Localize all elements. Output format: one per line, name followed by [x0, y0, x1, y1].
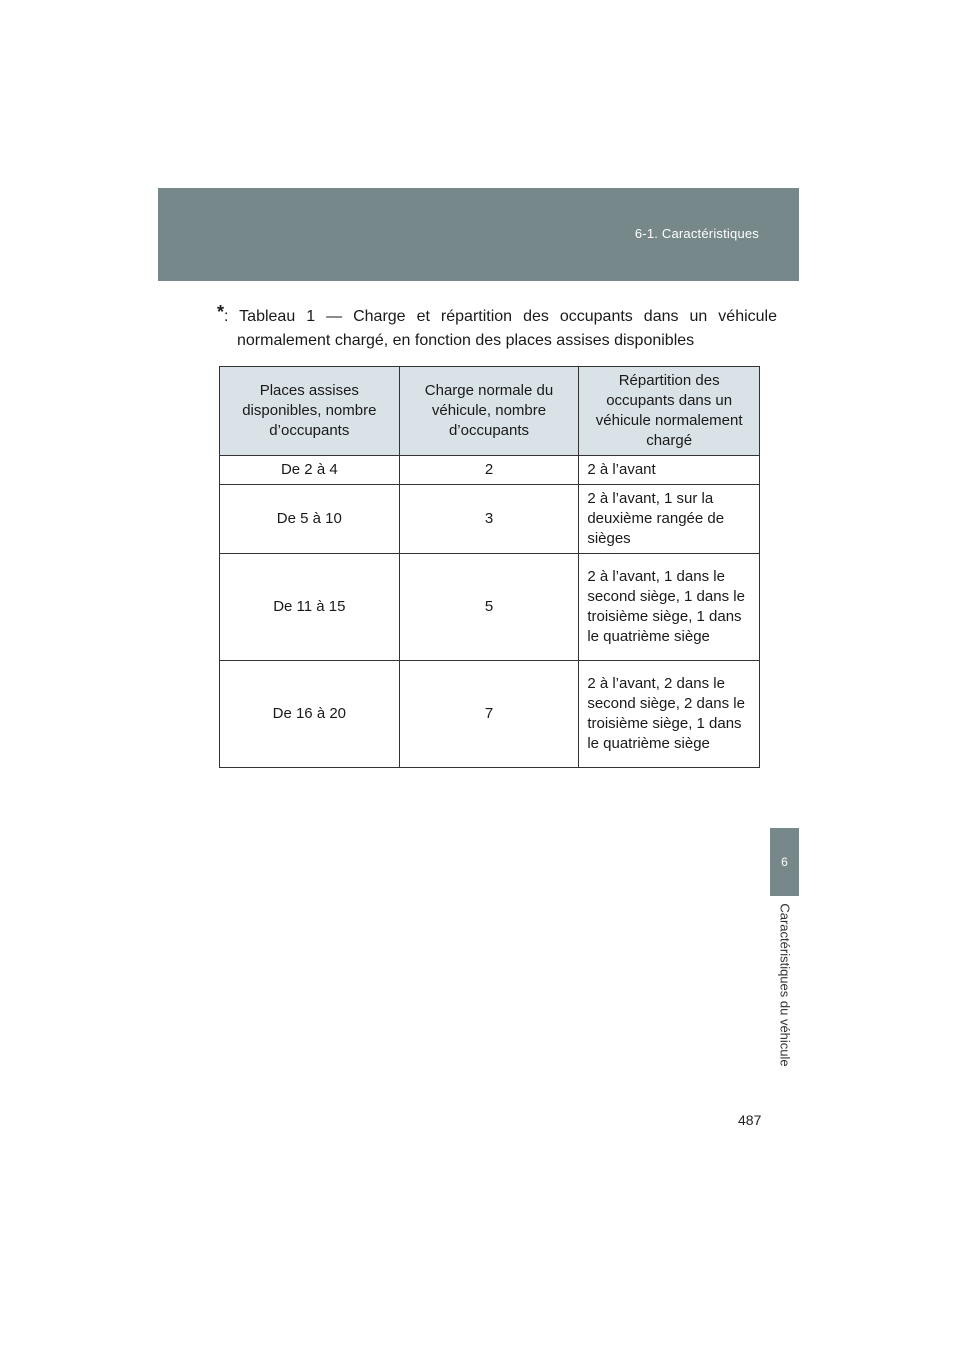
- chapter-number: 6: [781, 855, 788, 869]
- header-seats: Places assises disponibles, nombre d’occupants: [220, 367, 400, 456]
- table-row: [220, 661, 760, 768]
- cell-distribution: 2 à l’avant, 1 dans le second siège, 1 dans le troisième siège, 1 dans le quatrième siège: [579, 554, 760, 661]
- caption-text: : Tableau 1 — Charge et répartition des occupants dans un véhicule normalement chargé, en fonction des places assises disponibles: [224, 308, 777, 349]
- occupant-load-table: [219, 366, 760, 768]
- cell-load: 2: [399, 456, 579, 485]
- cell-distribution: 2 à l’avant: [579, 456, 760, 485]
- cell-load: 3: [399, 485, 579, 554]
- cell-distribution: 2 à l’avant, 2 dans le second siège, 2 dans le troisième siège, 1 dans le quatrième siège: [579, 661, 760, 768]
- cell-seats: De 11 à 15: [220, 554, 400, 661]
- page-number: 487: [738, 1112, 762, 1128]
- cell-load: 7: [399, 661, 579, 768]
- cell-load: 5: [399, 554, 579, 661]
- table-row: [220, 456, 760, 485]
- chapter-tab: [770, 828, 799, 896]
- cell-seats: De 5 à 10: [220, 485, 400, 554]
- cell-distribution: 2 à l’avant, 1 sur la deuxième rangée de sièges: [579, 485, 760, 554]
- table-caption: [217, 300, 777, 353]
- footnote-marker: *: [217, 302, 225, 322]
- table-row: [220, 485, 760, 554]
- cell-seats: De 2 à 4: [220, 456, 400, 485]
- header-load: Charge normale du véhicule, nombre d’occupants: [399, 367, 579, 456]
- header-distribution: Répartition des occupants dans un véhicule normalement chargé: [579, 367, 760, 456]
- header-band: [158, 188, 799, 281]
- chapter-title: Caractéristiques du véhicule: [777, 903, 793, 1067]
- cell-seats: De 16 à 20: [220, 661, 400, 768]
- section-title: 6-1. Caractéristiques: [634, 226, 759, 241]
- table-header-row: [220, 367, 760, 456]
- table-row: [220, 554, 760, 661]
